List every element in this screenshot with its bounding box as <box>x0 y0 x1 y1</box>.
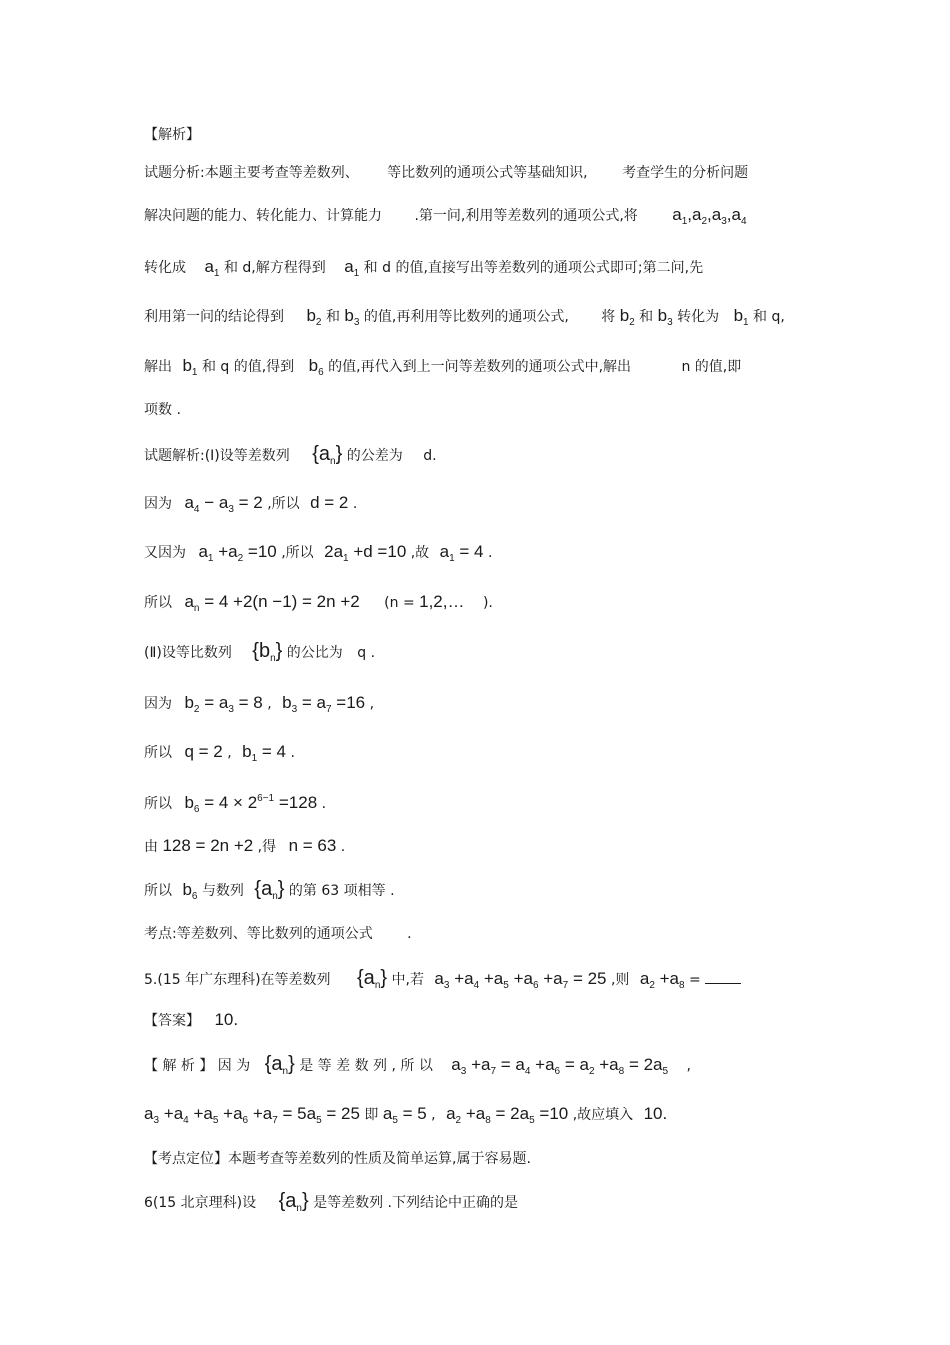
text-span: 的公差为 <box>346 448 403 464</box>
text-span: 又因为 <box>144 545 186 561</box>
text-span: 和 q 的值,得到 <box>201 359 295 375</box>
formula-n-value: n = 63 <box>288 836 337 855</box>
text-span: , <box>686 1058 691 1074</box>
formula-b3: $b_3$ <box>344 306 360 328</box>
text-span: (Ⅱ)设等比数列 <box>144 645 232 661</box>
formula-b1: $b_1$ <box>733 306 749 328</box>
problem-5-analysis-line-2 <box>144 1104 667 1125</box>
formula-n-range: 1,2,… <box>419 592 465 611</box>
solution-line-8 <box>144 793 326 814</box>
text-span: 解出 <box>144 359 172 375</box>
text-span: 由 <box>144 839 158 855</box>
text-span: ,得 <box>257 839 277 855</box>
text-span: 的值,再利用等比数列的通项公式, <box>363 309 569 325</box>
text-span: = <box>689 972 701 988</box>
text-span: 6(15 北京理科)设 <box>144 1195 257 1211</box>
text-span: 转化为 <box>677 309 720 325</box>
text-span: 的第 63 项相等 . <box>288 883 395 899</box>
text-span: 5.(15 年广东理科)在等差数列 <box>144 972 331 988</box>
text-span: 和 <box>639 309 654 325</box>
formula-q-value: q = 2 <box>184 742 223 761</box>
solution-line-3 <box>144 542 492 563</box>
formula-a4-minus-a3: $a_4 - a_3 = 2$ <box>184 493 263 515</box>
formula-sequence-an: $\{a_n\}$ <box>264 1053 295 1077</box>
formula-a1: $a_1$ <box>204 257 220 279</box>
text-span: (n = <box>384 595 415 611</box>
solution-line-4 <box>144 592 493 613</box>
text-span: 因为 <box>144 496 172 512</box>
text-span: 是 等 差 数 列 , 所 以 <box>299 1058 433 1074</box>
text-span: 试题分析:本题主要考查等差数列、 <box>144 165 359 181</box>
text-span: , <box>227 745 232 761</box>
analysis-line-6 <box>144 400 181 420</box>
text-span: 考查学生的分析问题 <box>622 165 749 181</box>
problem-5-analysis-line-1 <box>144 1054 691 1076</box>
formula-d: d = 2 <box>310 493 349 512</box>
text-span: 与数列 <box>201 883 244 899</box>
formula-b3-value: $b_3 = a_7 =16$ <box>282 693 366 715</box>
analysis-line-1 <box>144 163 748 183</box>
text-span: .第一问,利用等差数列的通项公式,将 <box>414 208 638 224</box>
text-span: . <box>340 839 346 855</box>
text-span: ,所以 <box>267 496 300 512</box>
heading-text: 【解析】 <box>144 127 200 143</box>
formula-a1-a4: $a_1,a_2,a_3,a_4$ <box>672 205 747 227</box>
solution-line-2 <box>144 493 357 514</box>
formula-a1-plus-a2: $a_1 +a_2 =10$ <box>198 542 277 564</box>
formula-a1-value: $a_1 = 4$ <box>439 542 484 564</box>
text-span: 所以 <box>144 745 172 761</box>
text-span: 考点:等差数列、等比数列的通项公式 <box>144 926 373 942</box>
formula-sequence-an: $\{a_n\}$ <box>254 878 285 902</box>
formula-2a1-plus-d: $2a_1 +d =10$ <box>324 542 407 564</box>
text-span: 【答案】 <box>144 1013 200 1029</box>
problem-6-line <box>144 1191 518 1213</box>
analysis-line-4 <box>144 306 785 327</box>
formula-b2: $b_2$ <box>306 306 322 328</box>
text-span: 因为 <box>144 696 172 712</box>
text-span: , <box>267 696 272 712</box>
text-span: 中,若 <box>391 972 424 988</box>
text-span: 所以 <box>144 595 172 611</box>
text-span: 和 d 的值,直接写出等差数列的通项公式即可;第二问,先 <box>363 260 704 276</box>
formula-an-general: $a_n = 4 +2(n -1) = 2n +2$ <box>184 592 360 614</box>
answer-value: 10. <box>643 1104 668 1123</box>
text-span: ). <box>482 595 493 611</box>
formula-sequence-an: $\{a_n\}$ <box>312 443 343 467</box>
text-span: 试题解析:(Ⅰ)设等差数列 <box>144 448 290 464</box>
analysis-line-3 <box>144 257 703 278</box>
text-span: ,故 <box>410 545 430 561</box>
formula-symmetric-sums: $a_3 +a_7 = a_4 +a_6 = a_2 +a_8 = 2a_5$ <box>451 1055 669 1077</box>
formula-b1: $b_1$ <box>182 356 198 378</box>
solution-line-10 <box>144 879 395 901</box>
text-span: ,所以 <box>281 545 314 561</box>
formula-sequence-an: $\{a_n\}$ <box>357 967 388 991</box>
text-span: ,故应填入 <box>572 1107 634 1123</box>
text-span: 所以 <box>144 883 172 899</box>
formula-a2-a8-value: $a_2 +a_8 = 2a_5 =10$ <box>446 1104 569 1126</box>
solution-line-7 <box>144 742 295 763</box>
formula-sequence-bn: $\{b_n\}$ <box>252 640 283 664</box>
text-span: 将 <box>601 309 616 325</box>
text-span: 所以 <box>144 796 172 812</box>
text-span: 的公比为 <box>286 645 343 661</box>
formula-sum-a3-a7: $a_3 +a_4 +a_5 +a_6 +a_7 = 25$ <box>434 969 607 991</box>
formula-a2-plus-a8: $a_2 +a_8$ <box>639 969 685 991</box>
solution-line-1 <box>144 444 437 466</box>
text-span: 即 <box>364 1107 379 1123</box>
analysis-line-2 <box>144 205 747 226</box>
text-span: d. <box>423 448 437 464</box>
answer-blank <box>705 971 741 984</box>
text-span: 和 q, <box>753 309 785 325</box>
text-span: 等比数列的通项公式等基础知识, <box>387 165 588 181</box>
formula-b6: $b_6$ <box>308 356 324 378</box>
formula-a5-value: $a_5 = 5$ <box>382 1104 427 1126</box>
text-span: 转化成 <box>144 260 186 276</box>
text-span: 和 <box>325 309 340 325</box>
text-span: 项数 . <box>144 402 181 418</box>
text-span: 【考点定位】本题考查等差数列的性质及简单运算,属于容易题. <box>144 1151 531 1167</box>
text-span: q . <box>357 645 376 661</box>
text-span: , <box>431 1107 436 1123</box>
formula-equation: 128 = 2n +2 <box>162 836 254 855</box>
answer-line <box>144 1010 238 1031</box>
text-span: . <box>290 745 295 761</box>
answer-value: 10. <box>214 1010 239 1029</box>
formula-sum-result: $a_3 +a_4 +a_5 +a_6 +a_7 = 5a_5 = 25$ <box>144 1104 360 1126</box>
formula-b2-value: $b_2 = a_3 = 8$ <box>184 693 263 715</box>
text-span: ,则 <box>610 972 630 988</box>
formula-a1: $a_1$ <box>344 257 360 279</box>
problem-5-line <box>144 968 741 990</box>
formula-b2: $b_2$ <box>619 306 635 328</box>
text-span: 【 解 析 】 因 为 <box>144 1058 251 1074</box>
section-heading-analysis <box>144 125 200 145</box>
formula-b6: $b_6$ <box>182 880 198 902</box>
solution-line-9 <box>144 836 345 857</box>
text-span: . <box>407 926 412 942</box>
formula-b1-value: $b_1 = 4$ <box>242 742 286 764</box>
text-span: , <box>369 696 375 712</box>
text-span: . <box>321 796 327 812</box>
text-span: 解决问题的能力、转化能力、计算能力 <box>144 208 382 224</box>
text-span: 利用第一问的结论得到 <box>144 309 284 325</box>
text-span: 的值,再代入到上一问等差数列的通项公式中,解出 <box>328 359 632 375</box>
key-point-line <box>144 924 412 944</box>
text-span: . <box>352 496 358 512</box>
key-point-location-line <box>144 1149 531 1169</box>
text-span: 是等差数列 .下列结论中正确的是 <box>313 1195 518 1211</box>
text-span: n 的值,即 <box>681 359 742 375</box>
solution-line-5 <box>144 641 375 663</box>
text-span: 和 d,解方程得到 <box>223 260 326 276</box>
formula-b3: $b_3$ <box>657 306 673 328</box>
formula-b6-value: $b_6 = 4 \times 2^{6-1} =128$ <box>184 793 318 815</box>
solution-line-6 <box>144 693 374 714</box>
analysis-line-5 <box>144 356 741 377</box>
formula-sequence-an: $\{a_n\}$ <box>278 1190 309 1214</box>
text-span: . <box>487 545 493 561</box>
